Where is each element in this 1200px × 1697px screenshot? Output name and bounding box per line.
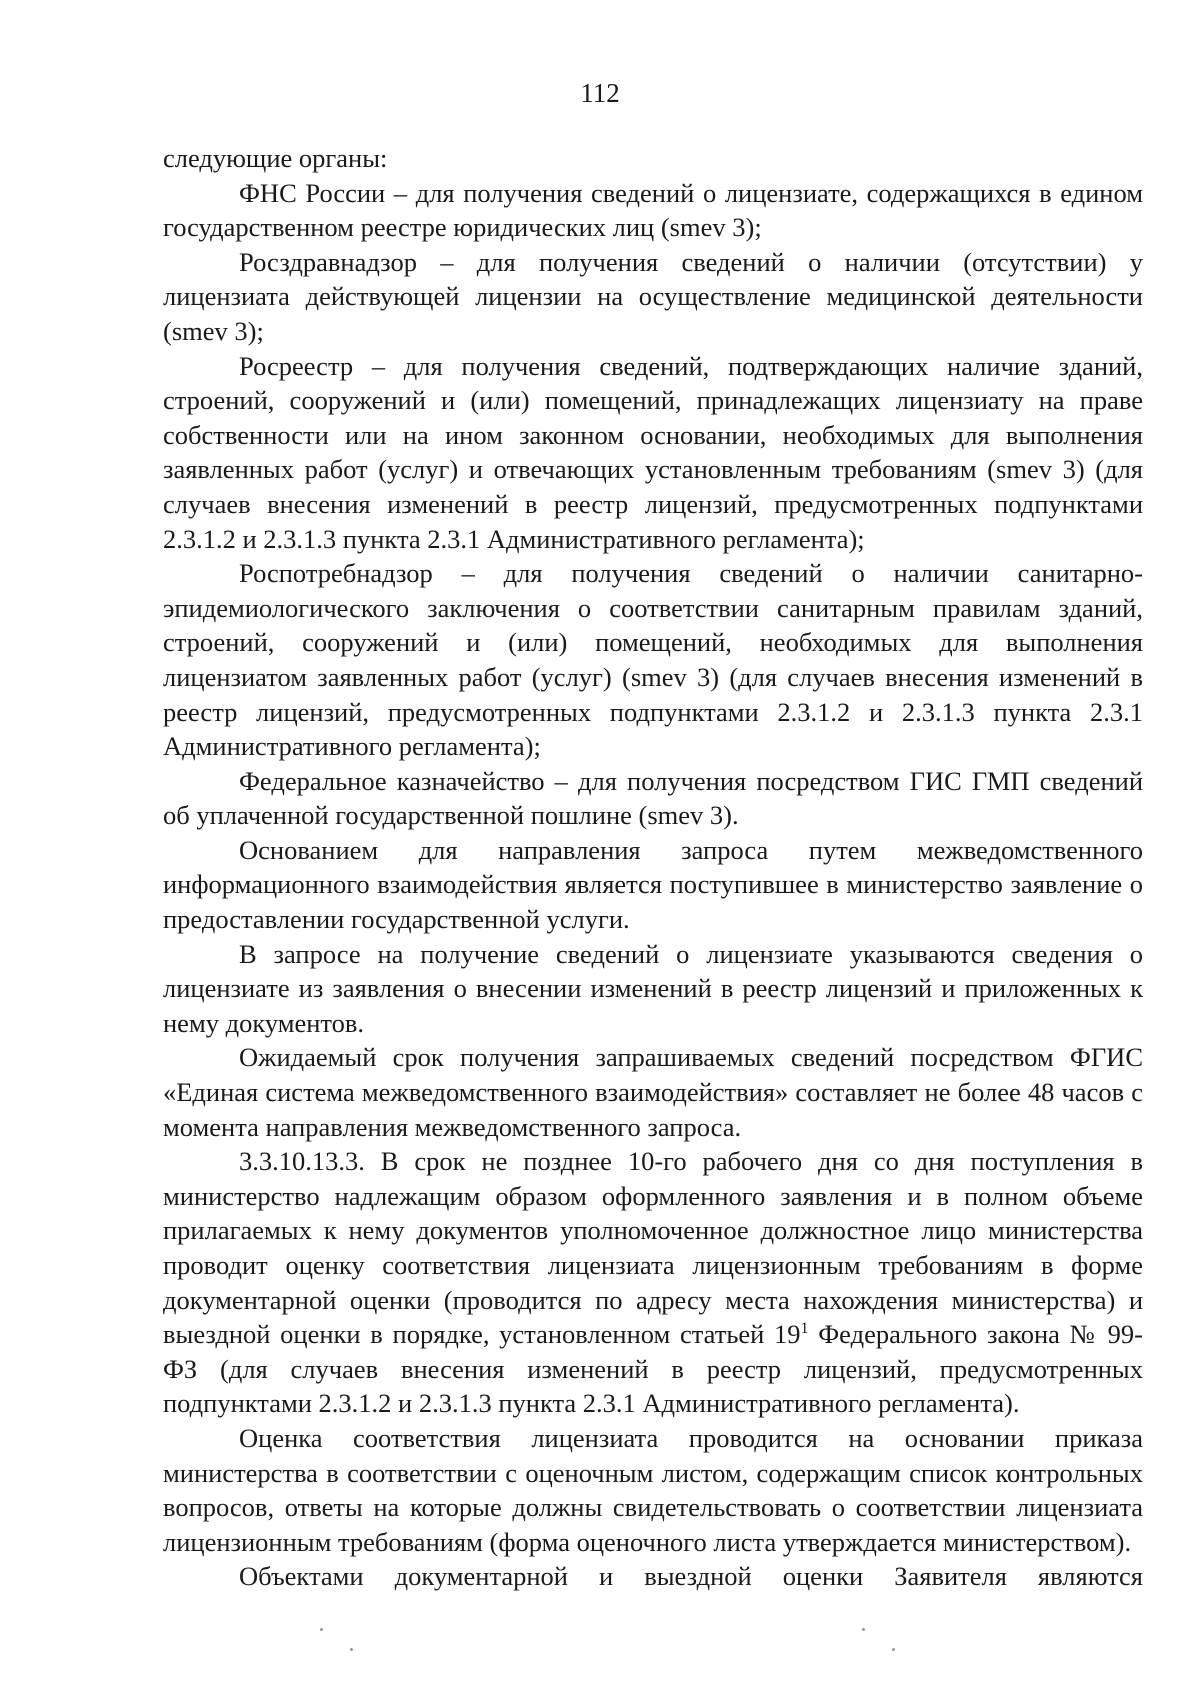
scan-speck: [320, 1628, 323, 1631]
paragraph-fns: ФНС России – для получения сведений о лицензиате, содержащихся в едином государственном реестре юридических лиц (smev 3);: [163, 177, 1143, 243]
scan-speck: [892, 1648, 895, 1651]
paragraph-3-3-10-13-3: [163, 1144, 1143, 1421]
scan-speck: [862, 1628, 865, 1631]
paragraph-objects: Объектами документарной и выездной оценки Заявителя являются: [239, 1561, 1143, 1592]
paragraph-rosreestr: Росреестр – для получения сведений, подтверждающих наличие зданий, строений, сооружений и (или) помещений, принадлежащих лицензиату на праве собственности или на ином законном основании, необходимых для выполнения заявленных работ (услуг) и отвечающих установленным требованиям (smev 3) (для случаев внесения изменений в реестр лицензий, предусмотренных подпунктами 2.3.1.2 и 2.3.1.3 пункта 2.3.1 Административного регламента);: [163, 350, 1143, 554]
paragraph-treasury: Федеральное казначейство – для получения посредством ГИС ГМП сведений об уплаченной государственной пошлине (smev 3).: [163, 765, 1143, 831]
paragraph-roszdravnadzor: Росздравнадзор – для получения сведений о наличии (отсутствии) у лицензиата действующей лицензии на осуществление медицинской деятельности (smev 3);: [163, 246, 1143, 346]
paragraph-law-text-a: 3.3.10.13.3. В срок не позднее 10-го рабочего дня со дня поступления в министерство надлежащим образом оформленного заявления и в полном объеме прилагаемых к нему документов уполномоченное должностное лицо министерства проводит оценку соответствия лицензиата лицензионным требованиям в форме документарной оценки (проводится по адресу места нахождения министерства) и выездной оценки в порядке, установленном статьей 19: [163, 1146, 1143, 1350]
paragraph-rospotrebnadzor: Роспотребнадзор – для получения сведений о наличии санитарно-эпидемиологического заключения о соответствии санитарным правилам зданий, строений, сооружений и (или) помещений, необходимых для выполнения лицензиатом заявленных работ (услуг) (smev 3) (для случаев внесения изменений в реестр лицензий, предусмотренных подпунктами 2.3.1.2 и 2.3.1.3 пункта 2.3.1 Административного регламента);: [163, 558, 1143, 762]
paragraph-intro: следующие органы:: [163, 143, 388, 173]
scan-speck: [350, 1648, 353, 1651]
paragraph-law-text-b: Федерального закона № 99-ФЗ (для случаев внесения изменений в реестр лицензий, предусмотренных подпунктами 2.3.1.2 и 2.3.1.3 пункта 2.3.1 Административного регламента).: [163, 1319, 1143, 1419]
page-number: 112: [580, 78, 620, 108]
paragraph-assessment: Оценка соответствия лицензиата проводится на основании приказа министерства в соответствии с оценочным листом, содержащим список контрольных вопросов, ответы на которые должны свидетельствовать о соответствии лицензиата лицензионным требованиям (форма оценочного листа утверждается министерством).: [163, 1422, 1143, 1557]
body-text: [163, 141, 1143, 1594]
paragraph-request-content: В запросе на получение сведений о лицензиате указываются сведения о лицензиате из заявления о внесении изменений в реестр лицензий и приложенных к нему документов.: [163, 938, 1143, 1038]
article-superscript: 1: [800, 1320, 809, 1338]
paragraph-expected-term: Ожидаемый срок получения запрашиваемых сведений посредством ФГИС «Единая система межведомственного взаимодействия» составляет не более 48 часов с момента направления межведомственного запроса.: [163, 1042, 1143, 1142]
paragraph-grounds: Основанием для направления запроса путем межведомственного информационного взаимодействия является поступившее в министерство заявление о предоставлении государственной услуги.: [163, 834, 1143, 935]
